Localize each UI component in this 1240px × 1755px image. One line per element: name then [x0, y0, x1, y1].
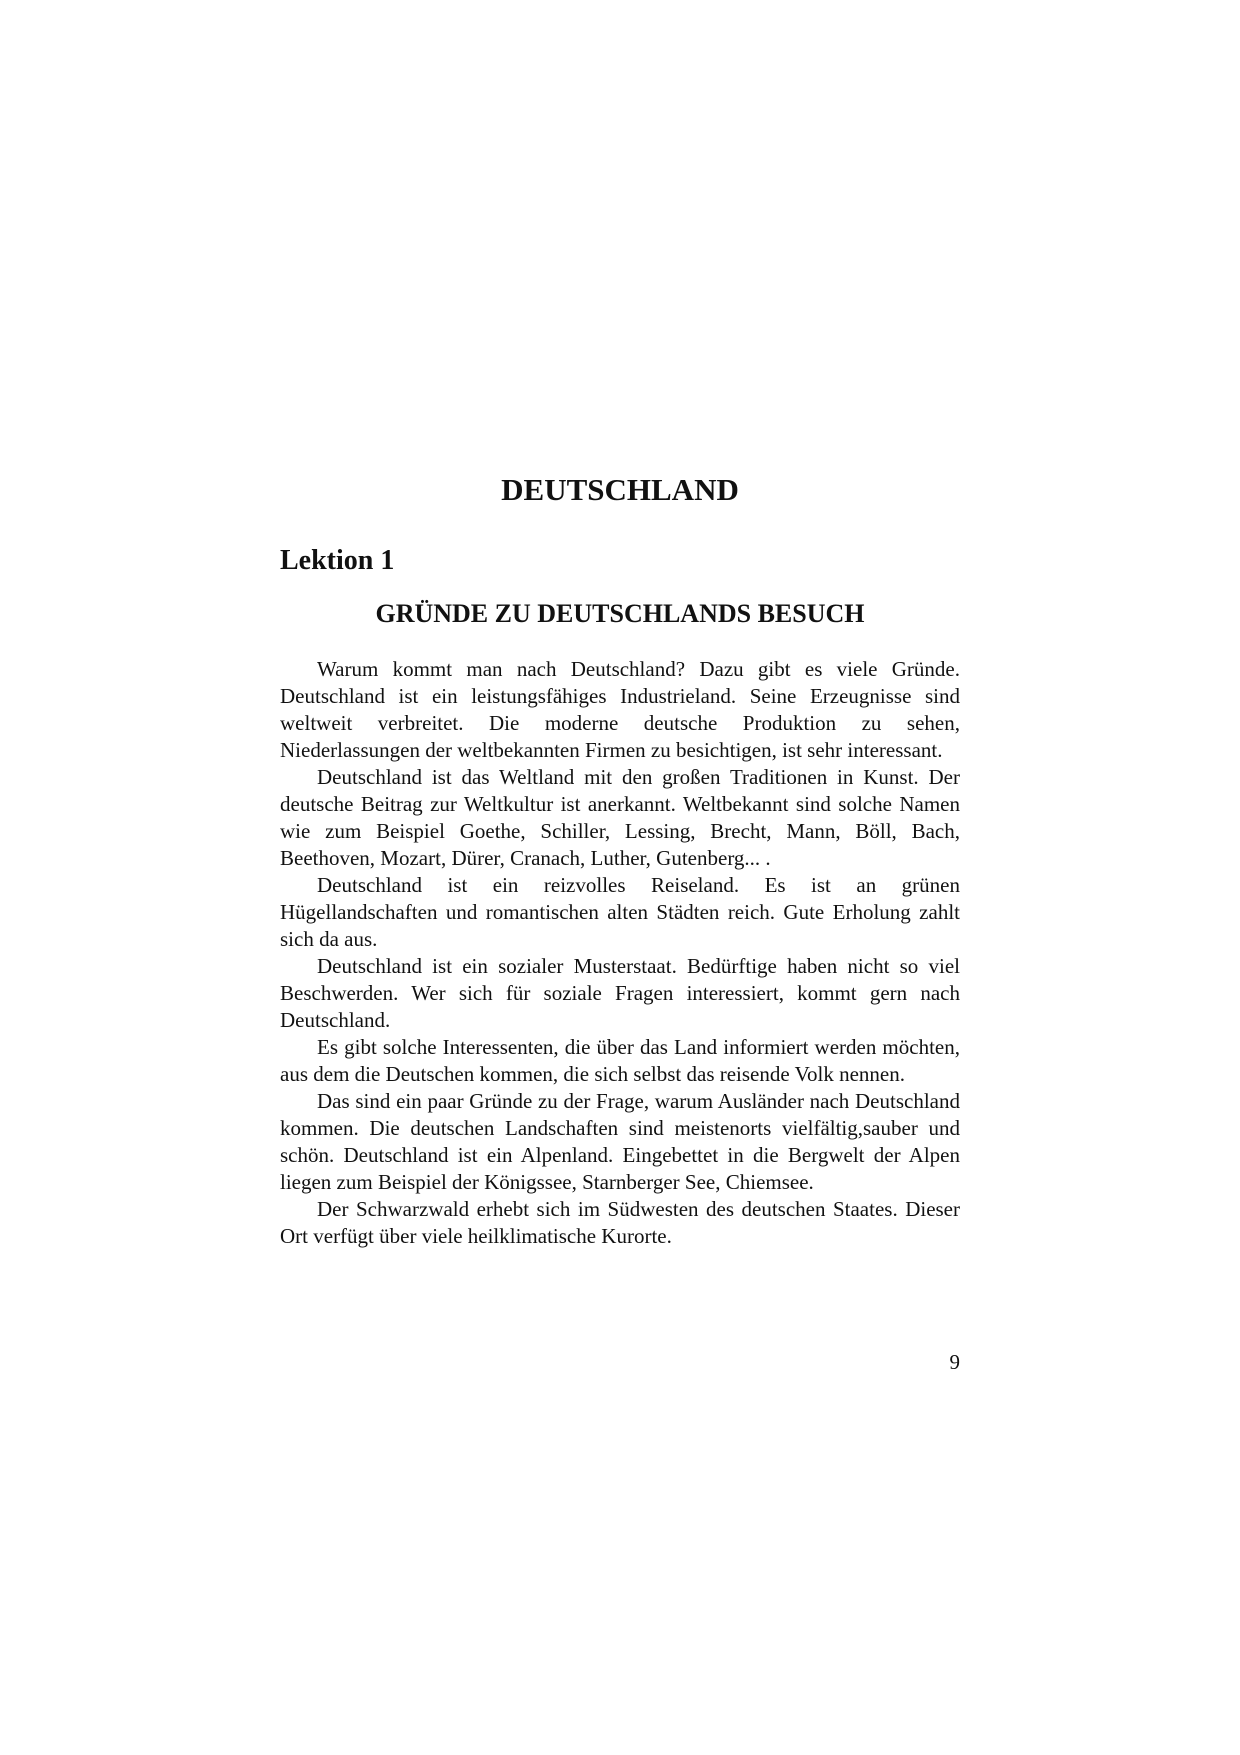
paragraph: Deutschland ist ein reizvolles Reiseland. Es ist an grünen Hügellandschaften und romantischen alten Städten reich. Gute Erholung zahlt sich da aus.: [280, 873, 960, 951]
page-title: DEUTSCHLAND: [501, 472, 739, 507]
paragraph: Deutschland ist das Weltland mit den großen Traditionen in Kunst. Der deutsche Beitrag zur Weltkultur ist anerkannt. Weltbekannt sind solche Namen wie zum Beispiel Goethe, Schiller, Lessing, Brecht, Mann, Böll, Bach, Beethoven, Mozart, Dürer, Cranach, Luther, Gutenberg... .: [280, 765, 960, 870]
paragraph: Der Schwarzwald erhebt sich im Südwesten des deutschen Staates. Dieser Ort verfügt über viele heilklimatische Kurorte.: [280, 1197, 960, 1248]
section-title: GRÜNDE ZU DEUTSCHLANDS BESUCH: [375, 599, 865, 628]
page-number: 9: [949, 1350, 960, 1374]
paragraph: Das sind ein paar Gründe zu der Frage, warum Ausländer nach Deutschland kommen. Die deutschen Landschaften sind meistenorts vielfältig,sauber und schön. Deutschland ist ein Alpenland. Eingebettet in die Bergwelt der Alpen liegen zum Beispiel der Königssee, Starnberger See, Chiemsee.: [280, 1089, 960, 1194]
paragraph: Warum kommt man nach Deutschland? Dazu gibt es viele Gründe. Deutschland ist ein leistungsfähiges Industrieland. Seine Erzeugnisse sind weltweit verbreitet. Die moderne deutsche Produktion zu sehen, Niederlassungen der weltbekannten Firmen zu besichtigen, ist sehr interessant.: [280, 657, 960, 762]
paragraph: Deutschland ist ein sozialer Musterstaat. Bedürftige haben nicht so viel Beschwerden. Wer sich für soziale Fragen interessiert, kommt gern nach Deutschland.: [280, 954, 960, 1032]
body-text: [280, 656, 960, 1250]
paragraph: Es gibt solche Interessenten, die über das Land informiert werden möchten, aus dem die Deutschen kommen, die sich selbst das reisende Volk nennen.: [280, 1035, 960, 1086]
lesson-label: Lektion 1: [280, 545, 395, 576]
